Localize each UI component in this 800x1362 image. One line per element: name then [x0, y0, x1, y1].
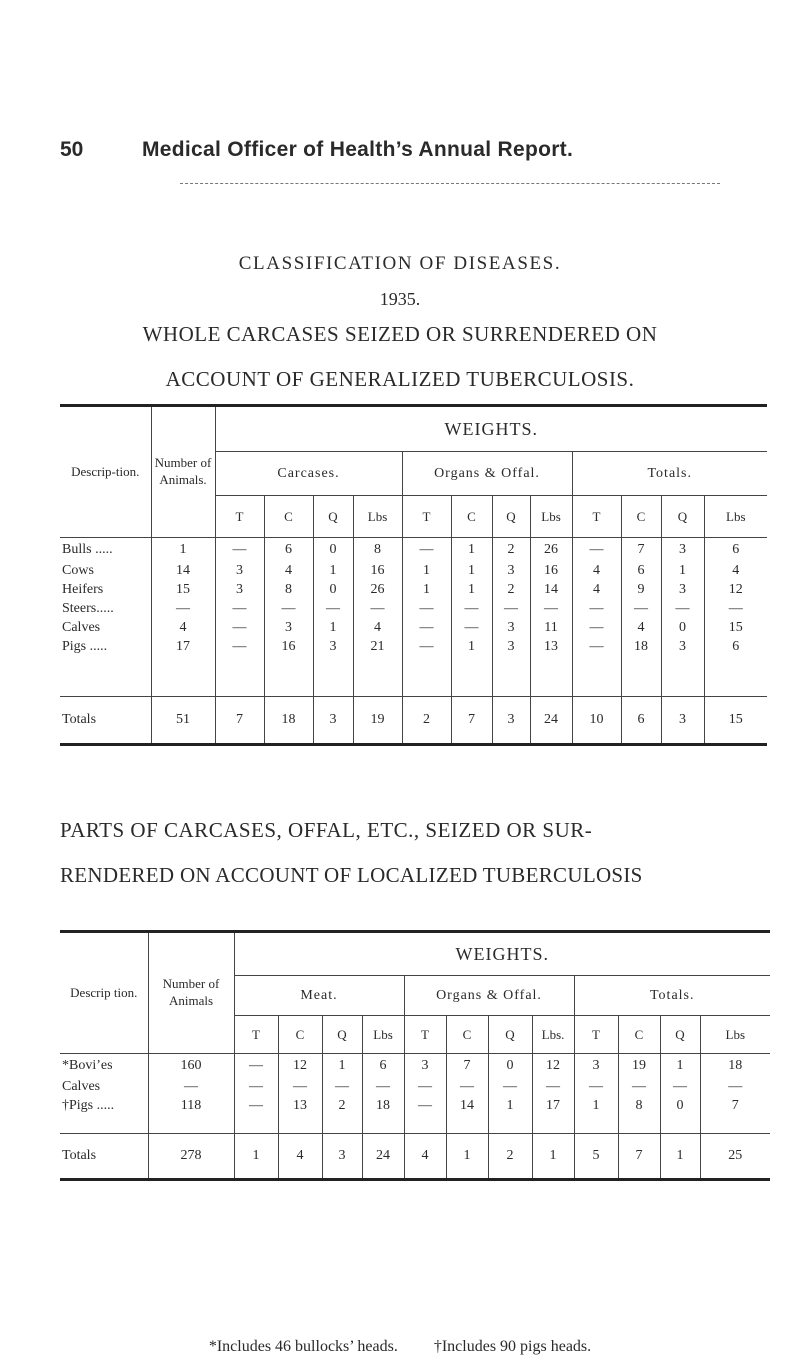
row-description: †Pigs ..... — [62, 1098, 115, 1113]
table-row — [60, 1054, 770, 1078]
table-cell: 15 — [704, 619, 767, 638]
table-cell: — — [313, 600, 353, 619]
table-cell: 7 — [621, 538, 661, 562]
running-head — [60, 138, 760, 178]
table-cell: — — [621, 600, 661, 619]
subcol-header: C — [621, 496, 661, 538]
table-cell: 19 — [618, 1054, 660, 1078]
row-description: Calves — [62, 620, 101, 635]
page-number: 50 — [60, 138, 84, 161]
weights-header: WEIGHTS. — [215, 406, 767, 452]
table-cell: 14 — [530, 581, 572, 600]
table-cell: — — [234, 1078, 278, 1097]
totals-row — [60, 697, 767, 745]
table-cell: — — [215, 638, 264, 657]
table-cell: — — [532, 1078, 574, 1097]
table-cell: 21 — [353, 638, 402, 657]
table-cell: — — [572, 619, 621, 638]
table-row — [60, 638, 767, 657]
row-description: Cows — [62, 563, 94, 578]
table-cell: 1 — [488, 1097, 532, 1116]
table-cell: — — [215, 600, 264, 619]
subcol-header: C — [264, 496, 313, 538]
totals-cell: 6 — [621, 697, 661, 745]
table-cell: 3 — [492, 562, 530, 581]
running-title: Medical Officer of Health’s Annual Report. — [142, 138, 574, 161]
totals-cell: 24 — [530, 697, 572, 745]
table-cell: 6 — [362, 1054, 404, 1078]
table-cell: — — [618, 1078, 660, 1097]
totals-cell: 4 — [278, 1134, 322, 1180]
totals-cell: 18 — [264, 697, 313, 745]
totals-cell: 2 — [402, 697, 451, 745]
table-cell: 3 — [492, 619, 530, 638]
table-cell: — — [402, 600, 451, 619]
section1-heading: CLASSIFICATION OF DISEASES. — [238, 253, 562, 274]
table-cell: — — [362, 1078, 404, 1097]
subcol-header: Q — [313, 496, 353, 538]
table-row — [60, 1078, 770, 1097]
table-cell: 3 — [215, 562, 264, 581]
table-cell: 17 — [151, 638, 215, 657]
table-cell: 4 — [572, 562, 621, 581]
subcol-header: Q — [660, 1016, 700, 1054]
section2-heading-line1: PARTS OF CARCASES, OFFAL, ETC., SEIZED OR SUR- — [60, 818, 593, 842]
group-organs-offal: Organs & Offal. — [404, 976, 574, 1016]
section2-heading-line2: RENDERED ON ACCOUNT OF LOCALIZED TUBERCULOSIS — [60, 863, 643, 887]
table-cell: 1 — [660, 1054, 700, 1078]
table-cell: 4 — [572, 581, 621, 600]
col-description-header: Descrip tion. — [60, 932, 148, 1054]
row-description: Steers..... — [62, 601, 114, 616]
table-cell: — — [446, 1078, 488, 1097]
table-row — [60, 538, 767, 562]
table-cell: — — [660, 1078, 700, 1097]
footnote-bullocks: *Includes 46 bullocks’ heads. — [208, 1338, 398, 1355]
table-cell: 1 — [661, 562, 704, 581]
totals-cell: 51 — [151, 697, 215, 745]
table-cell: 1 — [322, 1054, 362, 1078]
table-cell: — — [151, 600, 215, 619]
totals-cell: 278 — [148, 1134, 234, 1180]
subcol-header: Lbs — [704, 496, 767, 538]
table-cell: 16 — [264, 638, 313, 657]
subcol-header: Lbs — [530, 496, 572, 538]
table-cell: 1 — [451, 538, 492, 562]
table-cell: 0 — [660, 1097, 700, 1116]
table-cell: 4 — [151, 619, 215, 638]
table-cell: — — [402, 638, 451, 657]
group-totals: Totals. — [572, 452, 767, 496]
table-cell: 1 — [313, 562, 353, 581]
table-cell: — — [572, 538, 621, 562]
table-cell: 118 — [148, 1097, 234, 1116]
footnotes — [0, 1338, 800, 1356]
table-cell: 3 — [661, 638, 704, 657]
table-cell: 11 — [530, 619, 572, 638]
totals-row — [60, 1134, 770, 1180]
subcol-header: Q — [492, 496, 530, 538]
group-meat: Meat. — [234, 976, 404, 1016]
table-cell: 4 — [621, 619, 661, 638]
row-description: Pigs ..... — [62, 639, 108, 654]
table-cell: 0 — [661, 619, 704, 638]
group-totals: Totals. — [574, 976, 770, 1016]
table-cell: 26 — [353, 581, 402, 600]
table-cell: 4 — [264, 562, 313, 581]
table-cell: 14 — [151, 562, 215, 581]
totals-cell: 3 — [322, 1134, 362, 1180]
table-cell: 7 — [446, 1054, 488, 1078]
subcol-header: C — [446, 1016, 488, 1054]
subcol-header: T — [215, 496, 264, 538]
table-cell: — — [402, 538, 451, 562]
totals-label: Totals — [62, 1148, 97, 1163]
table-cell: 1 — [451, 638, 492, 657]
row-description: *Bovi’es — [62, 1057, 113, 1073]
table-cell: 6 — [704, 638, 767, 657]
subcol-header: Lbs — [353, 496, 402, 538]
row-description: Heifers — [62, 582, 104, 597]
subcol-header: Lbs — [700, 1016, 770, 1054]
totals-cell: 2 — [488, 1134, 532, 1180]
localized-tb-table — [60, 930, 770, 1181]
table-cell: 12 — [704, 581, 767, 600]
totals-cell: 1 — [446, 1134, 488, 1180]
subcol-header: Lbs. — [532, 1016, 574, 1054]
table-cell: — — [353, 600, 402, 619]
table-cell: 18 — [362, 1097, 404, 1116]
subcol-header: Q — [322, 1016, 362, 1054]
table-cell: — — [451, 600, 492, 619]
table-cell: 8 — [618, 1097, 660, 1116]
table-cell: 4 — [704, 562, 767, 581]
table-cell: 4 — [353, 619, 402, 638]
totals-cell: 1 — [234, 1134, 278, 1180]
table-cell: — — [215, 538, 264, 562]
subcol-header: Q — [488, 1016, 532, 1054]
table-cell: 15 — [151, 581, 215, 600]
table-cell: 3 — [661, 581, 704, 600]
table-cell: 6 — [621, 562, 661, 581]
subcol-header: T — [404, 1016, 446, 1054]
col-description-header: Descrip-tion. — [60, 406, 151, 538]
table-row — [60, 562, 767, 581]
table-cell: 12 — [532, 1054, 574, 1078]
col-number-header: Number of Animals. — [151, 406, 215, 538]
table-cell: — — [700, 1078, 770, 1097]
totals-label: Totals — [62, 712, 97, 727]
subcol-header: T — [234, 1016, 278, 1054]
table-cell: 7 — [700, 1097, 770, 1116]
table-cell: — — [572, 600, 621, 619]
totals-cell: 7 — [618, 1134, 660, 1180]
weights-header: WEIGHTS. — [234, 932, 770, 976]
table-cell: — — [661, 600, 704, 619]
row-description: Calves — [62, 1079, 101, 1094]
table-cell: 0 — [313, 538, 353, 562]
table-cell: 1 — [313, 619, 353, 638]
table-cell: 1 — [151, 538, 215, 562]
group-carcases: Carcases. — [215, 452, 402, 496]
group-organs-offal: Organs & Offal. — [402, 452, 572, 496]
totals-cell: 7 — [451, 697, 492, 745]
table-cell: — — [278, 1078, 322, 1097]
table-cell: 8 — [353, 538, 402, 562]
table-cell: 3 — [313, 638, 353, 657]
subcol-header: C — [278, 1016, 322, 1054]
table-cell: 3 — [215, 581, 264, 600]
table-cell: 3 — [264, 619, 313, 638]
col-number-header: Number of Animals — [148, 932, 234, 1054]
subcol-header: Lbs — [362, 1016, 404, 1054]
table-cell: 13 — [278, 1097, 322, 1116]
table-cell: 3 — [574, 1054, 618, 1078]
totals-cell: 3 — [313, 697, 353, 745]
table-cell: 1 — [402, 562, 451, 581]
subcol-header: T — [402, 496, 451, 538]
table-cell: 1 — [574, 1097, 618, 1116]
table-cell: — — [234, 1097, 278, 1116]
table-row — [60, 600, 767, 619]
totals-cell: 1 — [660, 1134, 700, 1180]
table-cell: 12 — [278, 1054, 322, 1078]
totals-cell: 3 — [492, 697, 530, 745]
table-cell: — — [404, 1097, 446, 1116]
table-cell: — — [451, 619, 492, 638]
totals-cell: 1 — [532, 1134, 574, 1180]
section1-year: 1935. — [379, 289, 421, 309]
table-cell: 14 — [446, 1097, 488, 1116]
table-cell: 2 — [492, 581, 530, 600]
table-cell: 3 — [492, 638, 530, 657]
section1-subheading-line2: ACCOUNT OF GENERALIZED TUBERCULOSIS. — [165, 367, 635, 391]
footnote-pigs: †Includes 90 pigs heads. — [433, 1338, 592, 1355]
table-cell: 18 — [621, 638, 661, 657]
subcol-header: T — [572, 496, 621, 538]
totals-cell: 19 — [353, 697, 402, 745]
table-cell: — — [264, 600, 313, 619]
table-cell: 8 — [264, 581, 313, 600]
table-cell: 6 — [704, 538, 767, 562]
totals-cell: 25 — [700, 1134, 770, 1180]
table-cell: 160 — [148, 1054, 234, 1078]
generalized-tb-table — [60, 404, 767, 746]
table-cell: 0 — [488, 1054, 532, 1078]
table-cell: 3 — [661, 538, 704, 562]
subcol-header: C — [451, 496, 492, 538]
totals-cell: 10 — [572, 697, 621, 745]
table-cell: — — [492, 600, 530, 619]
table-cell: 16 — [353, 562, 402, 581]
totals-cell: 7 — [215, 697, 264, 745]
table-cell: — — [530, 600, 572, 619]
totals-cell: 5 — [574, 1134, 618, 1180]
table-cell: 17 — [532, 1097, 574, 1116]
table-cell: — — [488, 1078, 532, 1097]
table-cell: — — [148, 1078, 234, 1097]
section1-subheading-line1: WHOLE CARCASES SEIZED OR SURRENDERED ON — [142, 322, 658, 346]
subcol-header: C — [618, 1016, 660, 1054]
table-cell: 0 — [313, 581, 353, 600]
totals-cell: 15 — [704, 697, 767, 745]
table-row — [60, 581, 767, 600]
table-cell: 2 — [322, 1097, 362, 1116]
header-divider — [180, 183, 720, 184]
table-cell: 16 — [530, 562, 572, 581]
table-cell: — — [704, 600, 767, 619]
table-cell: 1 — [451, 581, 492, 600]
table-cell: 13 — [530, 638, 572, 657]
table-cell: 6 — [264, 538, 313, 562]
table-cell: — — [574, 1078, 618, 1097]
table-cell: 1 — [402, 581, 451, 600]
totals-cell: 3 — [661, 697, 704, 745]
table-cell: — — [404, 1078, 446, 1097]
table-cell: — — [215, 619, 264, 638]
table-cell: 2 — [492, 538, 530, 562]
table-cell: — — [402, 619, 451, 638]
table-row — [60, 1097, 770, 1116]
subcol-header: T — [574, 1016, 618, 1054]
row-description: Bulls ..... — [62, 541, 113, 557]
table-cell: — — [322, 1078, 362, 1097]
totals-cell: 4 — [404, 1134, 446, 1180]
table-cell: 18 — [700, 1054, 770, 1078]
table-cell: — — [234, 1054, 278, 1078]
table-cell: 26 — [530, 538, 572, 562]
table-cell: — — [572, 638, 621, 657]
table-cell: 3 — [404, 1054, 446, 1078]
table-cell: 9 — [621, 581, 661, 600]
subcol-header: Q — [661, 496, 704, 538]
table-cell: 1 — [451, 562, 492, 581]
totals-cell: 24 — [362, 1134, 404, 1180]
table-row — [60, 619, 767, 638]
